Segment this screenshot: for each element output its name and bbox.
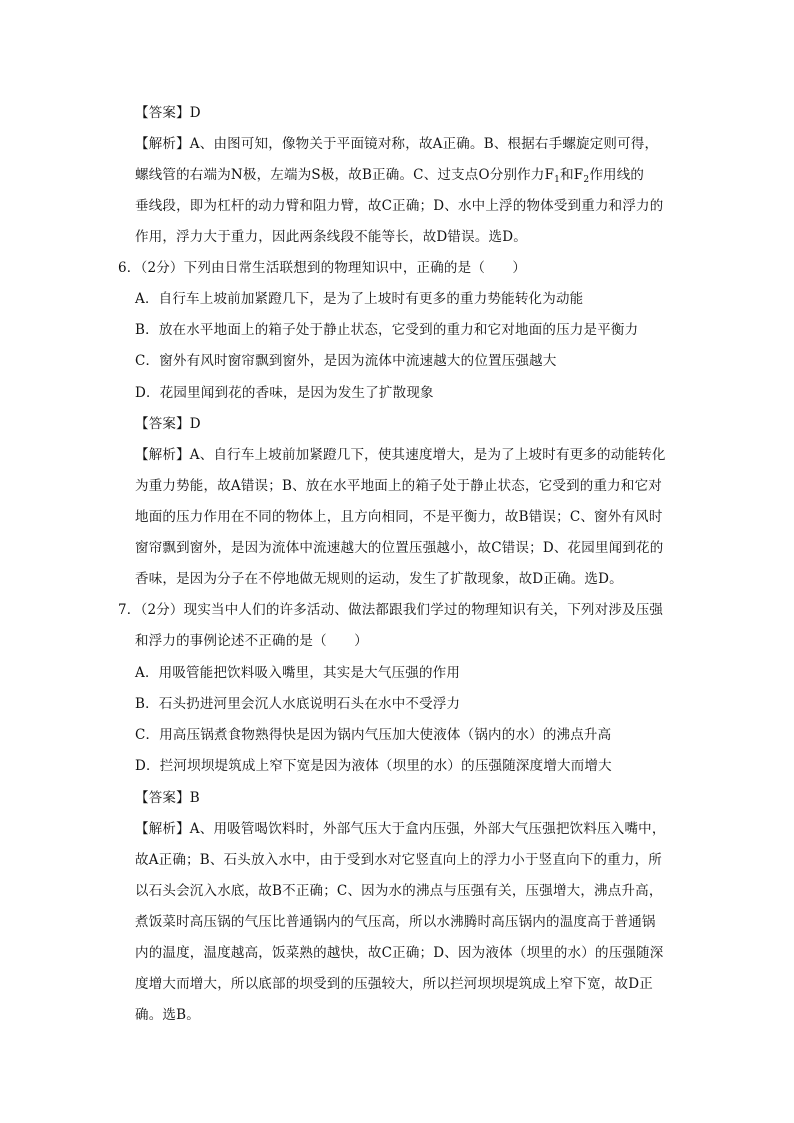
force-and-text: 和 [560,167,574,183]
force-f1-symbol: F [544,167,555,183]
q6-analysis-line-5: 香味，是因为分子在不停地做无规则的运动，发生了扩散现象，故D正确。选D。 [135,571,623,587]
q5-analysis-line-4: 作用，浮力大于重力，因此两条线段不能等长，故D错误。选D。 [135,229,527,245]
q6-option-a: A．自行车上坡前加紧蹬几下，是为了上坡时有更多的重力势能转化为动能 [135,291,584,307]
q7-option-b: B．石头扔进河里会沉人水底说明石头在水中不受浮力 [135,696,461,712]
q6-analysis-line-3: 地面的压力作用在不同的物体上，且方向相同，不是平衡力，故B错误；C、窗外有风时 [135,509,663,525]
q7-stem-line-2: 和浮力的事例论述不正确的是（ ） [135,633,368,649]
q5-analysis-line-2-text: 螺线管的右端为N极，左端为S极，故B正确。C、过支点O分别作力 [135,167,545,183]
q5-analysis-line-2 [135,166,644,189]
q7-answer: 【答案】B [135,790,200,806]
q7-analysis-line-7: 确。选B。 [135,1007,200,1023]
q6-option-d: D．花园里闻到花的香味，是因为发生了扩散现象 [135,385,434,401]
q7-analysis-line-6: 度增大而增大，所以底部的坝受到的压强较大，所以拦河坝坝堤筑成上窄下宽，故D正 [135,976,653,992]
q7-option-c: C．用高压锅煮食物熟得快是因为锅内气压加大使液体（锅内的水）的沸点升高 [135,727,612,743]
q5-analysis-line-2-tail: 作用线的 [589,167,645,183]
q7-option-a: A．用吸管能把饮料吸入嘴里，其实是大气压强的作用 [135,665,461,681]
q7-analysis-line-1: 【解析】A、用吸管喝饮料时，外部气压大于盒内压强，外部大气压强把饮料压入嘴中， [135,821,666,837]
q7-analysis-line-3: 以石头会沉入水底，故B不正确；C、因为水的沸点与压强有关，压强增大，沸点升高， [135,883,663,899]
q7-stem-line-1: 7．（2分）现实当中人们的许多活动、做法都跟我们学过的物理知识有关，下列对涉及压强 [118,602,664,618]
force-f1-subscript: 1 [554,175,561,185]
q6-answer: 【答案】D [135,416,201,432]
q6-stem: 6．（2分）下列由日常生活联想到的物理知识中，正确的是（ ） [118,260,527,276]
q5-analysis-line-3: 垂线段，即为杠杆的动力臂和阻力臂，故C正确；D、水中上浮的物体受到重力和浮力的 [135,198,664,214]
q7-option-d: D．拦河坝坝堤筑成上窄下宽是因为液体（坝里的水）的压强随深度增大而增大 [135,758,612,774]
q6-analysis-line-1: 【解析】A、自行车上坡前加紧蹬几下，使其速度增大，是为了上坡时有更多的动能转化 [135,447,666,463]
q6-analysis-line-4: 窗帘飘到窗外，是因为流体中流速越大的位置压强越小，故C错误；D、花园里闻到花的 [135,540,664,556]
q6-option-b: B．放在水平地面上的箱子处于静止状态，它受到的重力和它对地面的压力是平衡力 [135,322,639,338]
q7-analysis-line-2: 故A正确；B、石头放入水中，由于受到水对它竖直向上的浮力小于竖直向下的重力，所 [135,852,662,868]
q6-analysis-line-2: 为重力势能，故A错误；B、放在水平地面上的箱子处于静止状态，它受到的重力和它对 [135,478,662,494]
q5-answer: 【答案】D [135,105,201,121]
q5-analysis-line-1: 【解析】A、由图可知，像物关于平面镜对称，故A正确。B、根据右手螺旋定则可得， [135,136,659,152]
q7-analysis-line-4: 煮饭菜时高压锅的气压比普通锅内的气压高，所以水沸腾时高压锅内的温度高于普通锅 [135,914,656,930]
q7-analysis-line-5: 内的温度，温度越高，饭菜熟的越快，故C正确；D、因为液体（坝里的水）的压强随深 [135,945,664,961]
force-f2-subscript: 2 [583,175,590,185]
q6-option-c: C．窗外有风时窗帘飘到窗外，是因为流体中流速越大的位置压强越大 [135,353,557,369]
force-f2-symbol: F [573,167,584,183]
